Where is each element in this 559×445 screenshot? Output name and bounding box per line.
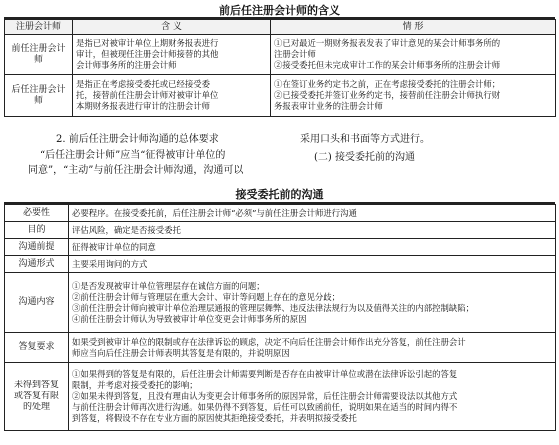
section-heading-general: 2. 前后任注册会计师沟通的总体要求	[56, 134, 219, 145]
paragraph-line: 同意”，“主动”与前任注册会计师沟通，沟通可以	[28, 165, 244, 176]
row-label-no-reply: 未得到答复 或答复有限 的处理	[5, 363, 69, 431]
table-row	[5, 239, 556, 256]
row-label-content: 沟通内容	[5, 273, 69, 333]
necessity-content: 必要程序。在接受委托前，后任注册会计师“必须”与前任注册会计师进行沟通	[69, 205, 556, 222]
paragraph-line: 采用口头和书面等方式进行。	[300, 134, 430, 145]
section-heading-before-engagement: (二) 接受委托前的沟通	[314, 152, 415, 163]
row-label-reply: 答复要求	[5, 333, 69, 363]
successor-meaning: 是指正在考虑接受委托或已经接受委 托，接替前任注册会计师对被审计单位 本期财务报表进行审计的注册会计师	[73, 75, 271, 117]
row-label-form: 沟通形式	[5, 256, 69, 273]
row-label-purpose: 目的	[5, 222, 69, 239]
form-content: 主要采用询问的方式	[69, 256, 556, 273]
purpose-content: 评估风险，确定是否接受委托	[69, 222, 556, 239]
header-accountant: 注册会计师	[5, 20, 73, 35]
header-meaning: 含 义	[73, 20, 271, 35]
table-row	[5, 222, 556, 239]
communication-content: ①是否发现被审计单位管理层存在诚信方面的问题； ②前任注册会计师与管理层在重大会计、审计等问题上存在的意见分歧； ③前任注册会计师向被审计单位治理层通报的管理层舞弊、违反法律法规行为以及值得关注的内部控制缺陷； ④前任注册会计师认为导致被审计单位变更会计师事务所的原因	[69, 273, 556, 333]
premise-content: 征得被审计单位的同意	[69, 239, 556, 256]
table2-title: 接受委托前的沟通	[235, 188, 324, 201]
table-row	[5, 75, 556, 117]
predecessor-meaning: 是指已对被审计单位上期财务报表进行 审计，但被现任注册会计师接替的其他 会计师事务所的注册会计师	[73, 35, 271, 75]
communication-table	[4, 204, 556, 431]
table-row	[5, 273, 556, 333]
row-label-necessity: 必要性	[5, 205, 69, 222]
meaning-table	[4, 19, 556, 117]
row-label-predecessor: 前任注册会计师	[5, 35, 73, 75]
table-row	[5, 35, 556, 75]
reply-content: 如果受到被审计单位的限制或存在法律诉讼的顾虑，决定不向后任注册会计师作出充分答复，前任注册会计 师应当向后任注册会计师表明其答复是有限的，并说明原因	[69, 333, 556, 363]
table-row	[5, 333, 556, 363]
table-row	[5, 256, 556, 273]
table-row	[5, 363, 556, 431]
no-reply-content: ①如果得到的答复是有限的，后任注册会计师需要判断是否存在由被审计单位或潜在法律诉讼引起的答复 限制，并考虑对接受委托的影响； ②如果未得到答复，且没有理由认为变更会计师事务所的原因异常，后任注册会计师需要设法以其他方式 与前任注册会计师再次进行沟通。如果仍得不到答复，后任可以致函前任，说明如果在适当的时间内得不 到答复，将假设不存在专业方面的原因使其拒绝接受委托，并表明拟接受委托	[69, 363, 556, 431]
paragraph-line: “后任注册会计师”应当“征得被审计单位的	[40, 150, 226, 161]
header-situation: 情 形	[271, 20, 556, 35]
row-label-premise: 沟通前提	[5, 239, 69, 256]
predecessor-situation: ①已对最近一期财务报表发表了审计意见的某会计师事务所的 注册会计师 ②接受委托但未完成审计工作的某会计师事务所的注册会计师	[271, 35, 556, 75]
table-row	[5, 205, 556, 222]
successor-situation: ①在签订业务约定书之前，正在考虑接受委托的注册会计师； ②已接受委托并签订业务约定书，接替前任注册会计师执行财 务报表审计业务的注册会计师	[271, 75, 556, 117]
row-label-successor: 后任注册会计师	[5, 75, 73, 117]
table1-title: 前后任注册会计师的含义	[219, 4, 340, 17]
